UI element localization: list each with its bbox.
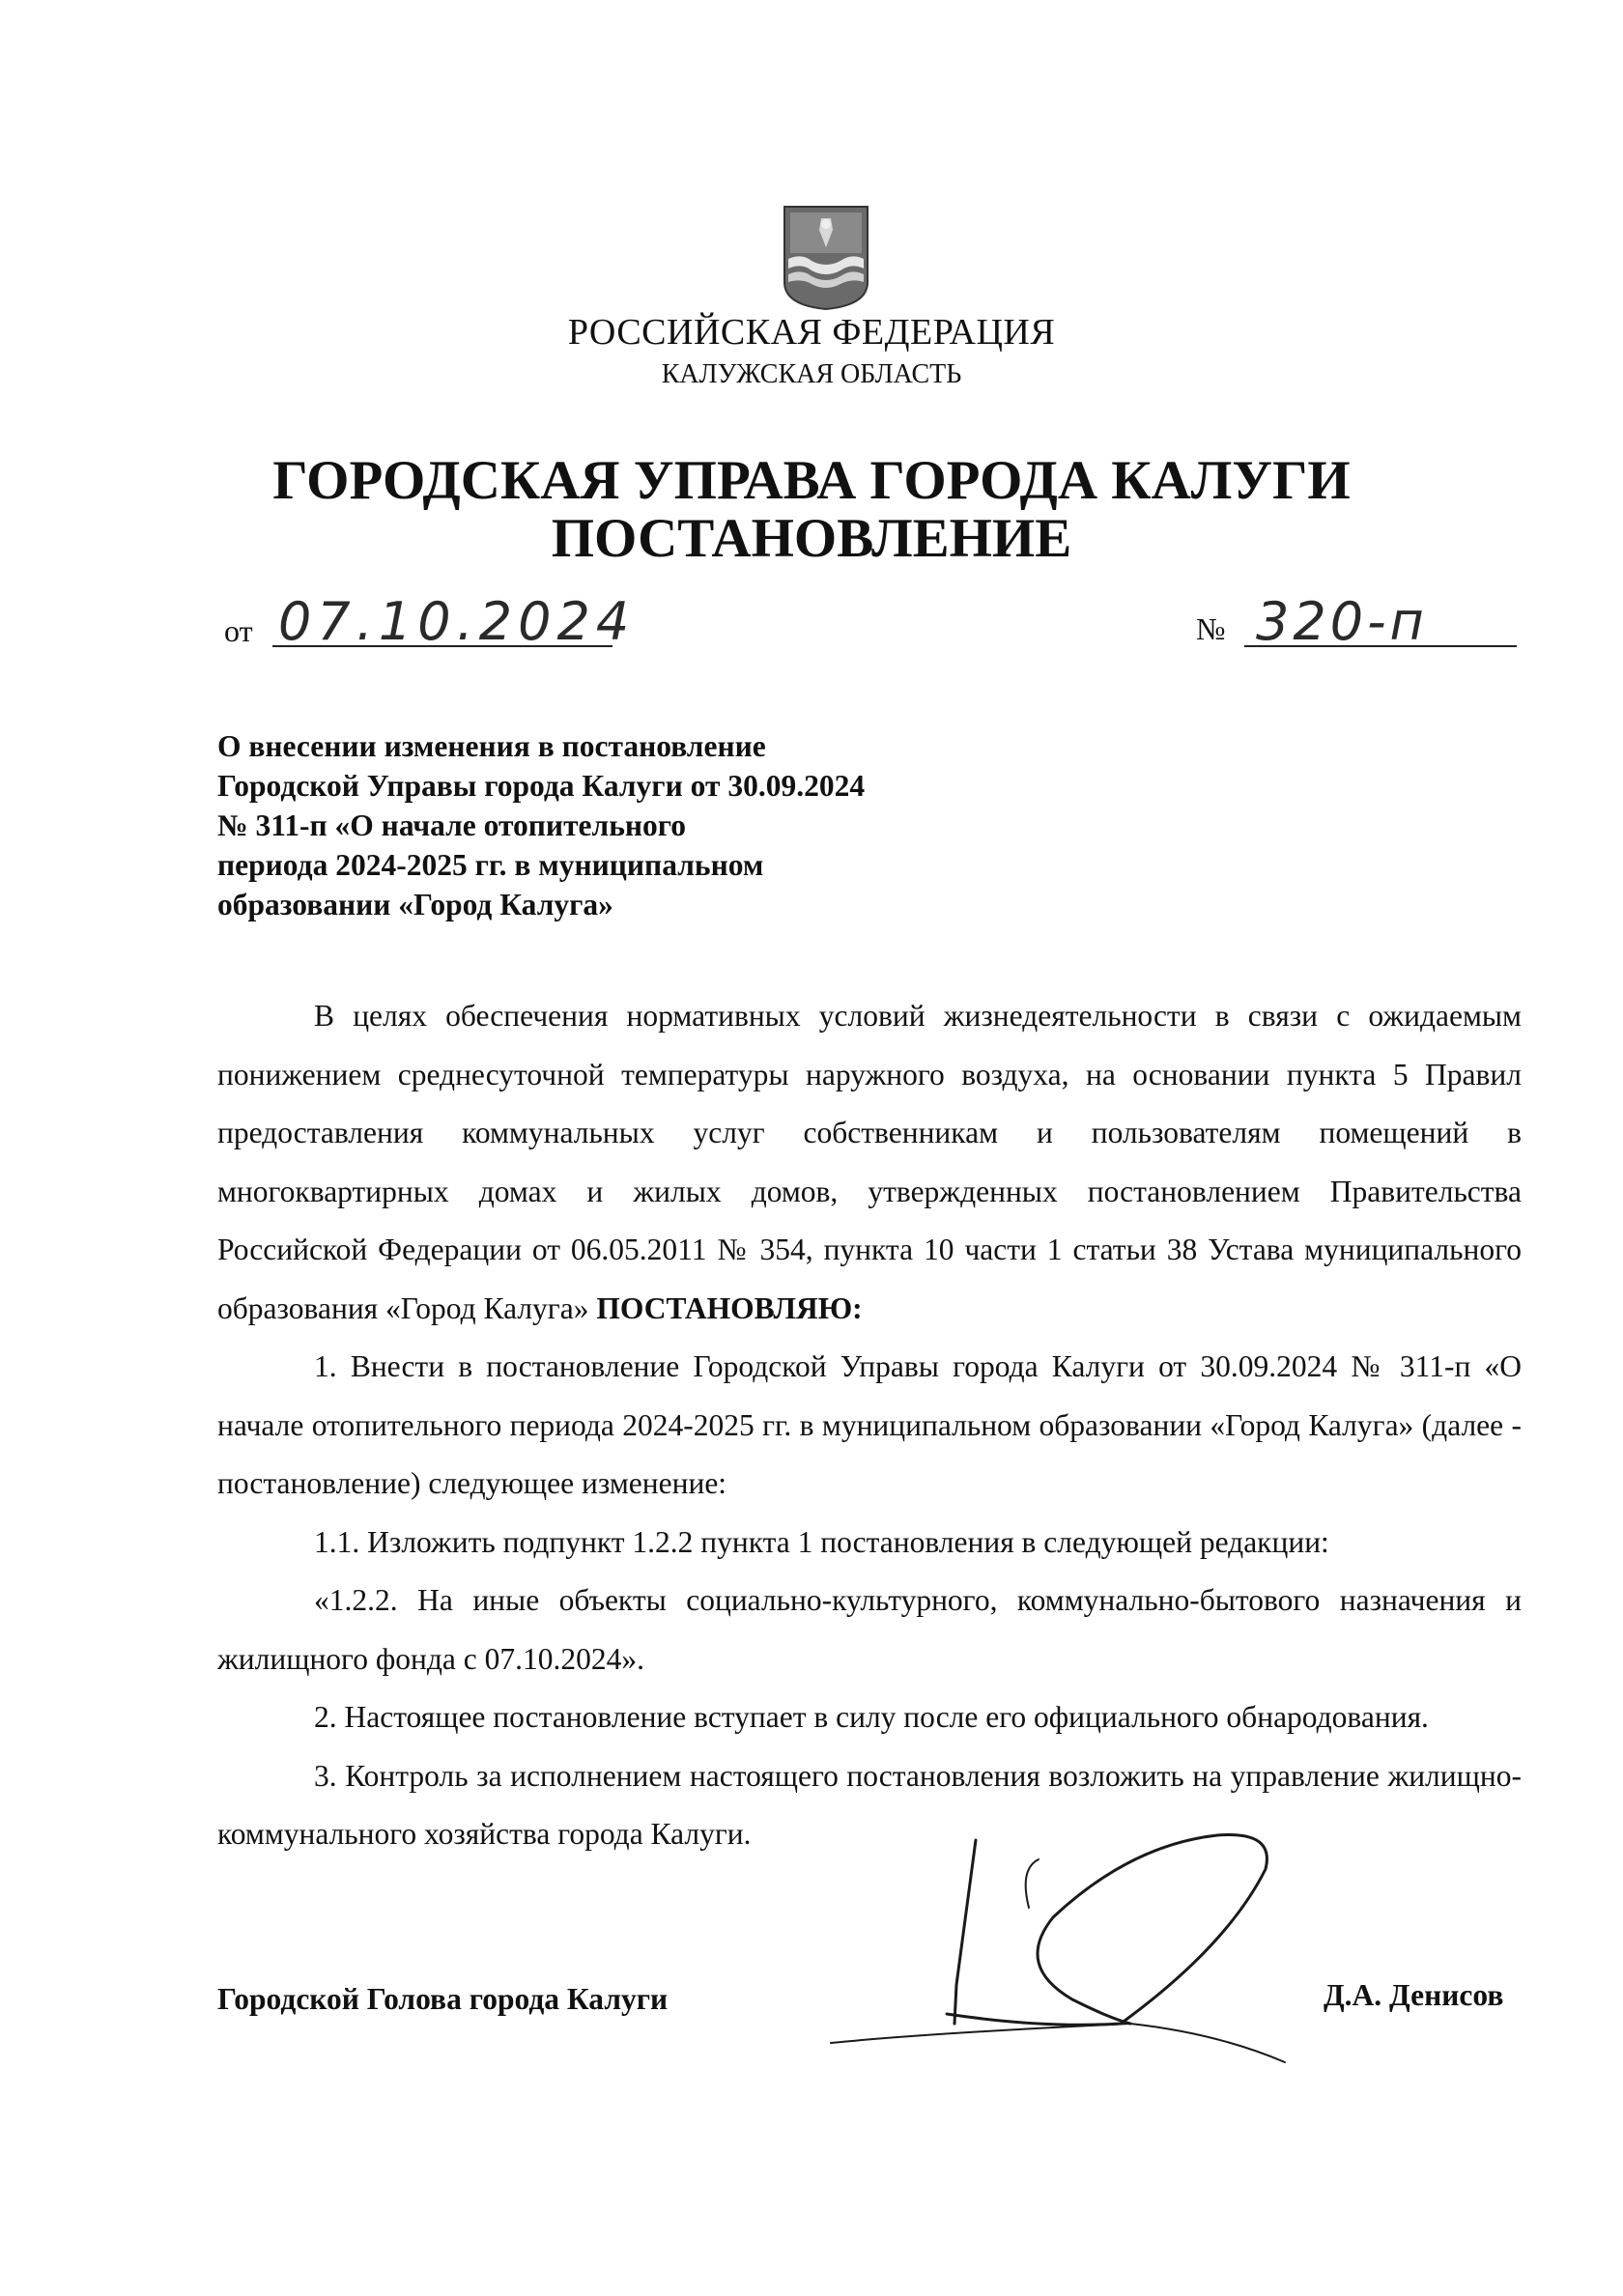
subject-line: О внесении изменения в постановление <box>217 729 766 763</box>
preamble-text: В целях обеспечения нормативных условий жизнедеятельности в связи с ожидаемым понижением среднесуточной температуры наружного воздуха, на основании пункта 5 Правил предоставления коммунальных услуг собственникам и пользователям помещений в многоквартирных домах и жилых домов, утвержденных постановлением Правительства Российской Федерации от 06.05.2011 № 354, пункта 10 части 1 статьи 38 Устава муниципального образования «Город Калуга» <box>217 999 1522 1325</box>
date-value: 07.10.2024 <box>278 591 636 652</box>
signatory-position: Городской Голова города Калуги <box>217 1982 669 2016</box>
date-label: от <box>224 613 253 648</box>
item-1-paragraph: 1. Внести в постановление Городской Управы города Калуги от 30.09.2024 № 311-п «О начале отопительного периода 2024-2025 гг. в муниципальном образовании «Город Калуга» (далее - постановление) следующее изменение: <box>217 1349 1522 1500</box>
document-type-title: ПОСТАНОВЛЕНИЕ <box>551 508 1072 569</box>
country-heading: РОССИЙСКАЯ ФЕДЕРАЦИЯ <box>567 312 1056 353</box>
region-heading: КАЛУЖСКАЯ ОБЛАСТЬ <box>661 359 962 389</box>
subject-line: периода 2024-2025 гг. в муниципальном <box>217 848 764 882</box>
coat-of-arms-icon <box>783 205 869 311</box>
document-subject <box>217 726 1010 924</box>
organization-title: ГОРОДСКАЯ УПРАВА ГОРОДА КАЛУГИ <box>272 450 1351 511</box>
subject-line: № 311-п «О начале отопительного <box>217 808 687 842</box>
signatory-name: Д.А. Денисов <box>1324 1978 1504 2012</box>
number-label: № <box>1196 611 1226 646</box>
preamble-paragraph <box>217 987 1522 1338</box>
handwritten-signature <box>812 1830 1352 2082</box>
item-1-1-text-paragraph: «1.2.2. На иные объекты социально-культурного, коммунально-бытового назначения и жилищного фонда с 07.10.2024». <box>217 1583 1522 1676</box>
decree-word: ПОСТАНОВЛЯЮ: <box>596 1290 863 1325</box>
item-1-1-paragraph: 1.1. Изложить подпункт 1.2.2 пункта 1 постановления в следующей редакции: <box>314 1524 1329 1559</box>
date-underline <box>272 645 612 647</box>
document-body <box>217 987 1522 1864</box>
number-underline <box>1244 645 1517 647</box>
subject-line: Городской Управы города Калуги от 30.09.2024 <box>217 769 866 803</box>
subject-line: образовании «Город Калуга» <box>217 888 613 921</box>
item-2-paragraph: 2. Настоящее постановление вступает в силу после его официального обнародования. <box>314 1700 1429 1734</box>
item-3-paragraph: 3. Контроль за исполнением настоящего постановления возложить на управление жилищно-коммунального хозяйства города Калуги. <box>217 1758 1522 1851</box>
number-value: 320-п <box>1256 591 1428 652</box>
